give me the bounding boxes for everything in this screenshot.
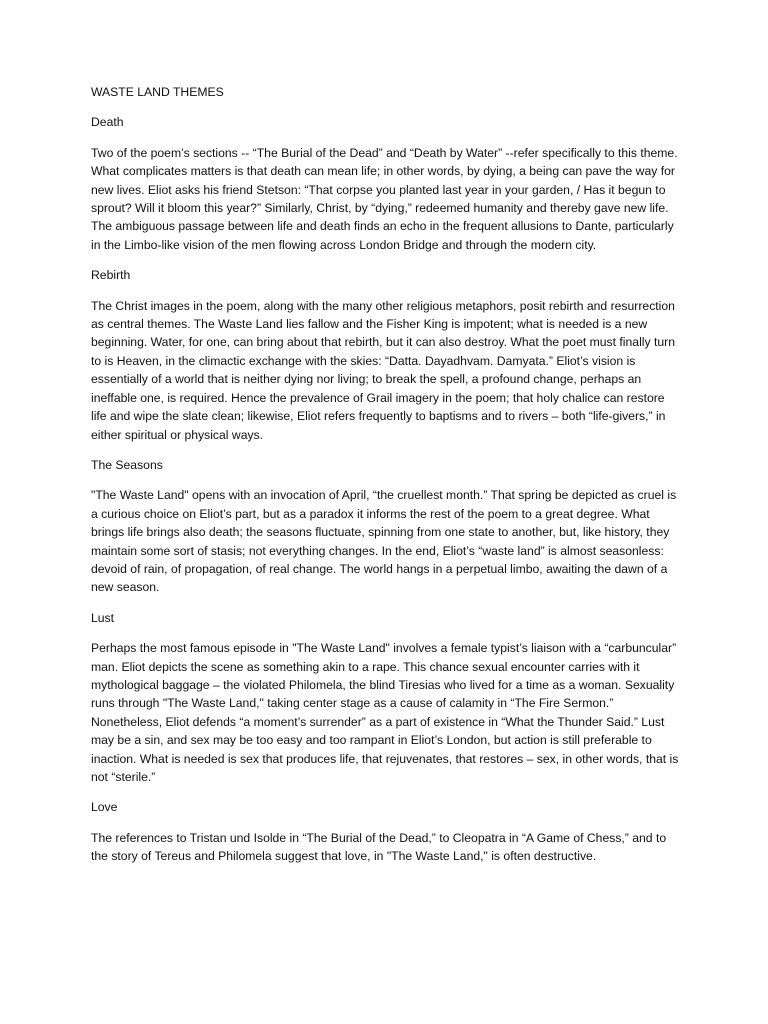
section-body-lust: Perhaps the most famous episode in "The Waste Land" involves a female typist’s liaison with a “carbuncular” man. Eliot depicts the scene as something akin to a rape. This chance sexual encounter carries with it mythological baggage – the violated Philomela, the blind Tiresias who lived for a time as a woman. Sexuality runs through "The Waste Land," taking center stage as a cause of calamity in “The Fire Sermon.” Nonetheless, Eliot defends “a moment’s surrender” as a part of existence in “What the Thunder Said.” Lust may be a sin, and sex may be too easy and too rampant in Eliot’s London, but action is still preferable to inaction. What is needed is sex that produces life, that rejuvenates, that restores – sex, in other words, that is not “sterile.” <box>91 641 679 784</box>
document-page <box>91 83 681 878</box>
section-heading-love: Love <box>91 800 118 815</box>
section-body-death: Two of the poem’s sections -- “The Burial of the Dead” and “Death by Water” --refer specifically to this theme. What complicates matters is that death can mean life; in other words, by dying, a being can pave the way for new lives. Eliot asks his friend Stetson: “That corpse you planted last year in your garden, / Has it begun to sprout? Will it bloom this year?” Similarly, Christ, by “dying,” redeemed humanity and thereby gave new life. The ambiguous passage between life and death finds an echo in the frequent allusions to Dante, particularly in the Limbo-like vision of the men flowing across London Bridge and through the modern city. <box>91 145 678 252</box>
document-title: WASTE LAND THEMES <box>91 85 224 99</box>
section-body-rebirth: The Christ images in the poem, along with the many other religious metaphors, posit rebirth and resurrection as central themes. The Waste Land lies fallow and the Fisher King is impotent; what is needed is a new beginning. Water, for one, can bring about that rebirth, but it can also destroy. What the poet must finally turn to is Heaven, in the climactic exchange with the skies: “Datta. Dayadhvam. Damyata.” Eliot’s vision is essentially of a world that is neither dying nor living; to break the spell, a profound change, perhaps an ineffable one, is required. Hence the prevalence of Grail imagery in the poem; that holy chalice can restore life and wipe the slate clean; likewise, Eliot refers frequently to baptisms and to rivers – both “life-givers,” in either spiritual or physical ways. <box>91 298 675 442</box>
section-heading-death: Death <box>91 115 124 130</box>
section-body-seasons: "The Waste Land" opens with an invocation of April, “the cruellest month.” That spring be depicted as cruel is a curious choice on Eliot’s part, but as a paradox it informs the rest of the poem to a great degree. What brings life brings also death; the seasons fluctuate, spinning from one state to another, but, like history, they maintain some sort of stasis; not everything changes. In the end, Eliot’s “waste land” is almost seasonless: devoid of rain, of propagation, of real change. The world hangs in a perpetual limbo, awaiting the dawn of a new season. <box>91 488 677 595</box>
section-body-love: The references to Tristan und Isolde in “The Burial of the Dead,” to Cleopatra in “A Game of Chess,” and to the story of Tereus and Philomela suggest that love, in "The Waste Land," is often destructive. <box>91 830 667 864</box>
section-heading-lust: Lust <box>91 610 115 625</box>
section-heading-seasons: The Seasons <box>91 457 163 472</box>
section-heading-rebirth: Rebirth <box>91 268 131 283</box>
